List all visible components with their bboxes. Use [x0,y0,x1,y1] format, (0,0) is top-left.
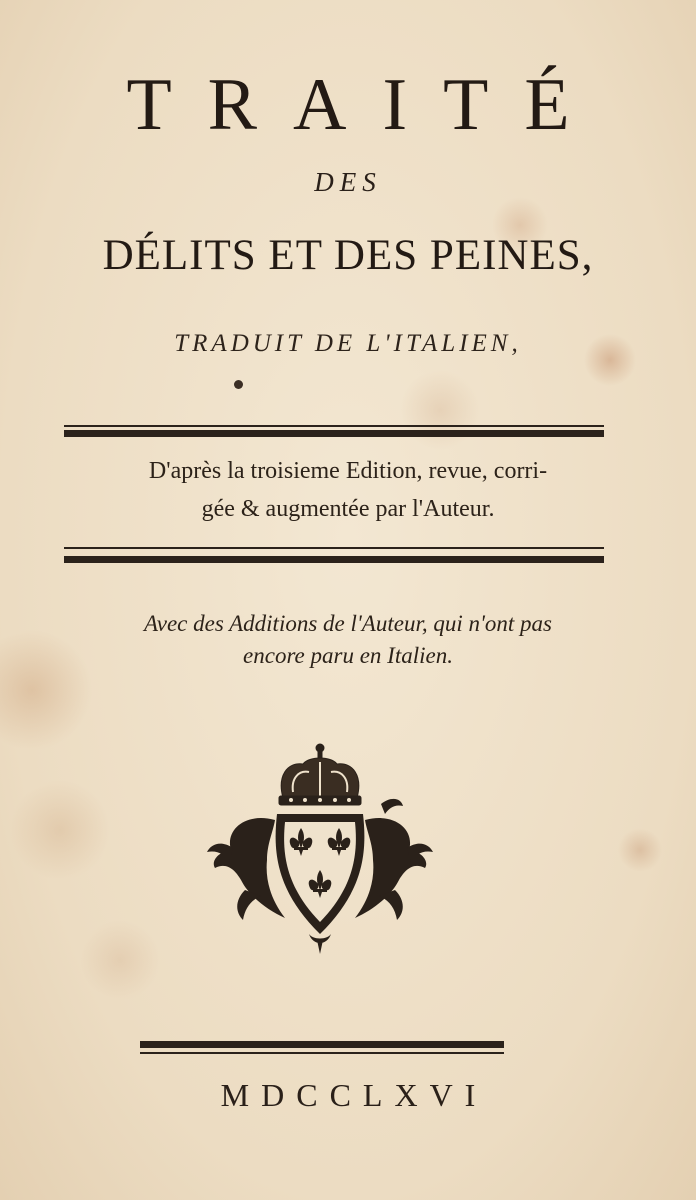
book-title: TRAITÉ [126,64,606,146]
translation-note: TRADUIT DE L'ITALIEN, [174,330,522,357]
edition-line-2: gée & augmentée par l'Auteur. [201,496,495,522]
rule-middle-thick [64,556,604,563]
edition-statement [40,452,656,528]
title-connector: DES [314,167,382,197]
rule-bottom-thin [140,1052,504,1054]
additions-note [20,608,676,672]
book-subtitle: DÉLITS ET DES PEINES, [102,232,594,279]
rule-top-thick [64,430,604,437]
ink-spot [234,380,243,389]
imprint-date: MDCCLXVI [220,1077,488,1113]
rule-top-thin [64,425,604,427]
royal-crowned-arms-fleur-de-lis-icon [205,740,435,960]
rule-bottom-thick [140,1041,504,1048]
edition-line-1: D'après la troisieme Edition, revue, corri- [148,458,548,484]
rule-middle-thin [64,547,604,549]
additions-line-2: encore paru en Italien. [243,643,453,668]
additions-line-1: Avec des Additions de l'Auteur, qui n'ont pas [143,611,553,636]
